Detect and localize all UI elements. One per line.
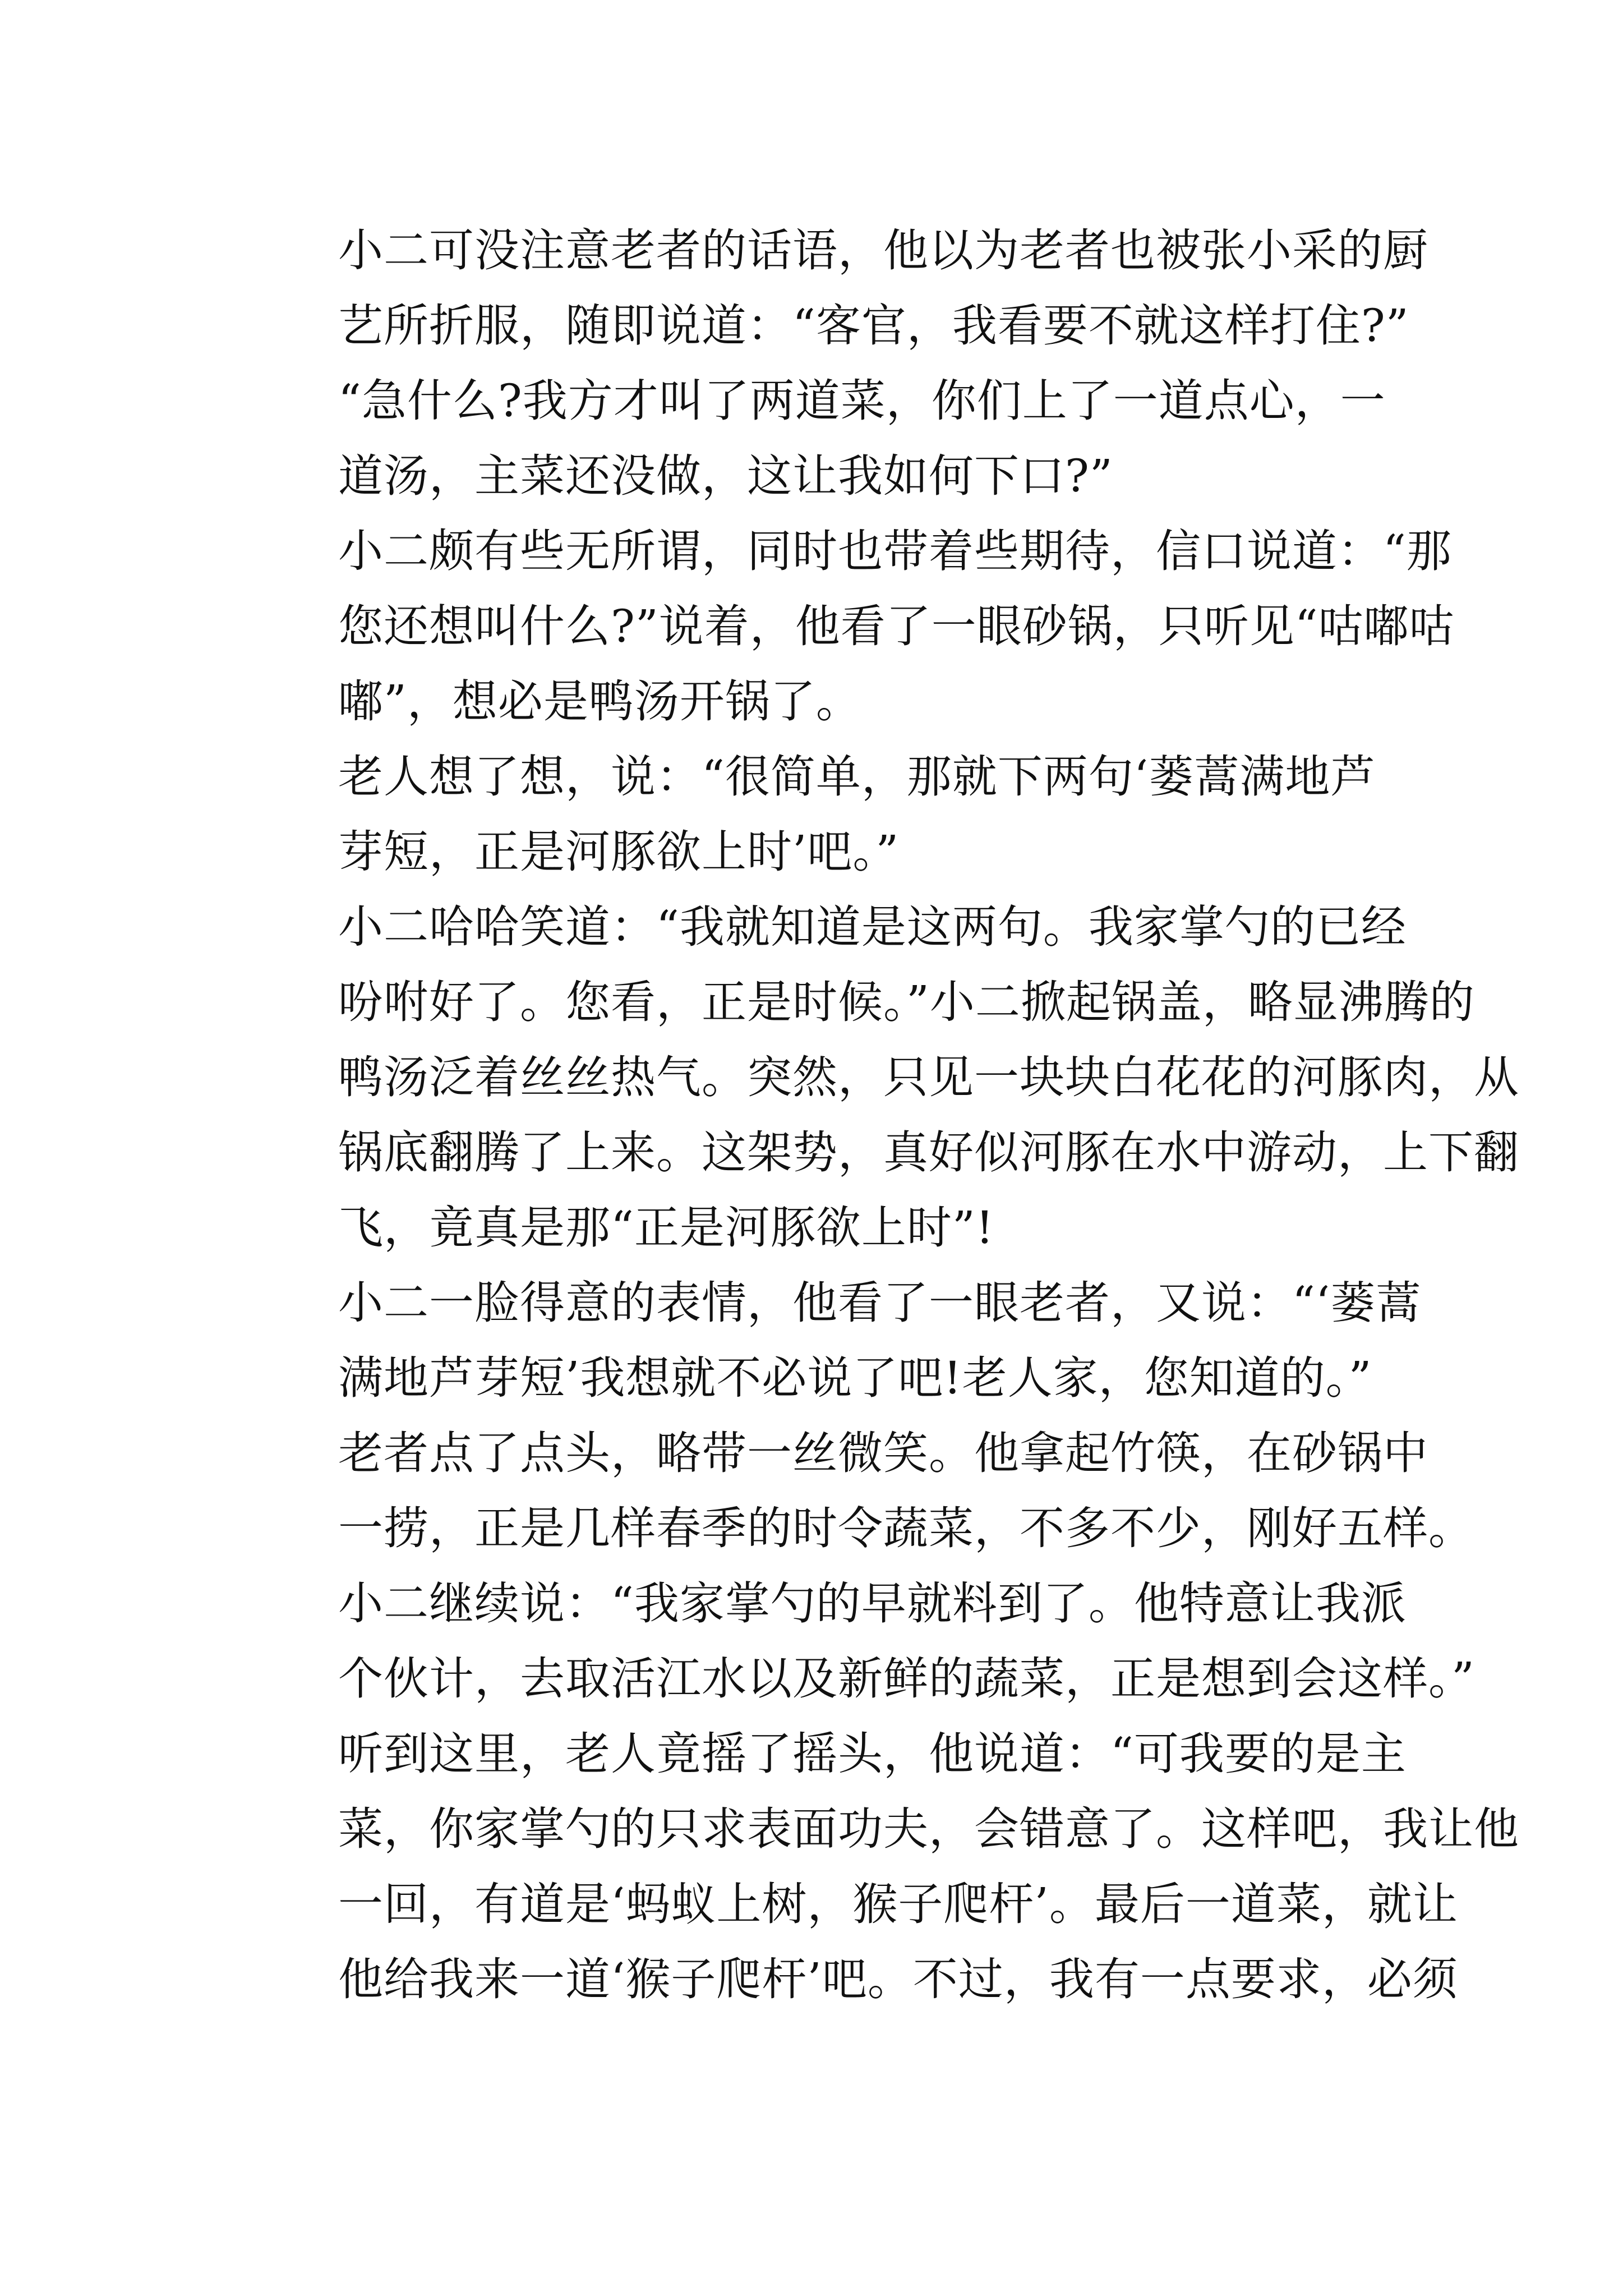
paragraph-5 (248, 890, 1519, 1266)
text-line: 芽短，正是河豚欲上时’吧。” (338, 826, 900, 878)
story-text (248, 213, 1519, 2017)
text-line: 小二颇有些无所谓，同时也带着些期待，信口说道：“那 (338, 525, 1452, 577)
text-line: 飞，竟真是那“正是河豚欲上时”! (338, 1202, 994, 1254)
text-line: 吩咐好了。您看，正是时候。”小二掀起锅盖，略显沸腾的 (338, 976, 1475, 1028)
text-line: 锅底翻腾了上来。这架势，真好似河豚在水中游动，上下翻 (338, 1126, 1519, 1179)
text-line: 一回，有道是‘蚂蚁上树，猴子爬杆’。最后一道菜，就让 (338, 1878, 1458, 1930)
text-line: 满地芦芽短’我想就不必说了吧!老人家，您知道的。” (338, 1352, 1372, 1404)
text-line: 小二继续说：“我家掌勺的早就料到了。他特意让我派 (338, 1577, 1407, 1630)
text-line: 菜，你家掌勺的只求表面功夫，会错意了。这样吧，我让他 (338, 1803, 1519, 1855)
text-line: 他给我来一道‘猴子爬杆’吧。不过，我有一点要求，必须 (338, 1953, 1458, 2005)
paragraph-2 (248, 364, 1386, 514)
text-line: 小二可没注意老者的话语，他以为老者也被张小采的厨 (338, 224, 1428, 277)
text-line: 一捞，正是几样春季的时令蔬菜，不多不少，刚好五样。 (338, 1502, 1474, 1554)
text-line: 老人想了想，说：“很简单，那就下两句‘蒌蒿满地芦 (338, 751, 1376, 803)
paragraph-8 (248, 1566, 1475, 1717)
text-line: 老者点了点头，略带一丝微笑。他拿起竹筷，在砂锅中 (338, 1427, 1428, 1479)
text-line: 听到这里，老人竟摇了摇头，他说道：“可我要的是主 (338, 1728, 1407, 1780)
text-line: 小二哈哈笑道：“我就知道是这两句。我家掌勺的已经 (338, 901, 1407, 953)
text-line: 个伙计，去取活江水以及新鲜的蔬菜，正是想到会这样。” (338, 1653, 1475, 1705)
paragraph-7 (248, 1416, 1474, 1566)
text-line: 道汤，主菜还没做，这让我如何下口?” (338, 450, 1113, 502)
paragraph-4 (248, 739, 1376, 890)
paragraph-1 (248, 213, 1428, 364)
paragraph-3 (248, 514, 1455, 739)
paragraph-9 (248, 1717, 1519, 2017)
text-line: 小二一脸得意的表情，他看了一眼老者，又说：“‘蒌蒿 (338, 1277, 1422, 1329)
text-line: 您还想叫什么?”说着，他看了一眼砂锅，只听见“咕嘟咕 (338, 600, 1455, 652)
text-line: 鸭汤泛着丝丝热气。突然，只见一块块白花花的河豚肉，从 (338, 1051, 1519, 1103)
text-line: 嘟”，想必是鸭汤开锅了。 (338, 675, 861, 728)
text-line: 艺所折服，随即说道：“客官，我看要不就这样打住?” (338, 300, 1409, 352)
text-line: “急什么?我方才叫了两道菜，你们上了一道点心，一 (338, 375, 1386, 427)
paragraph-6 (248, 1266, 1422, 1416)
